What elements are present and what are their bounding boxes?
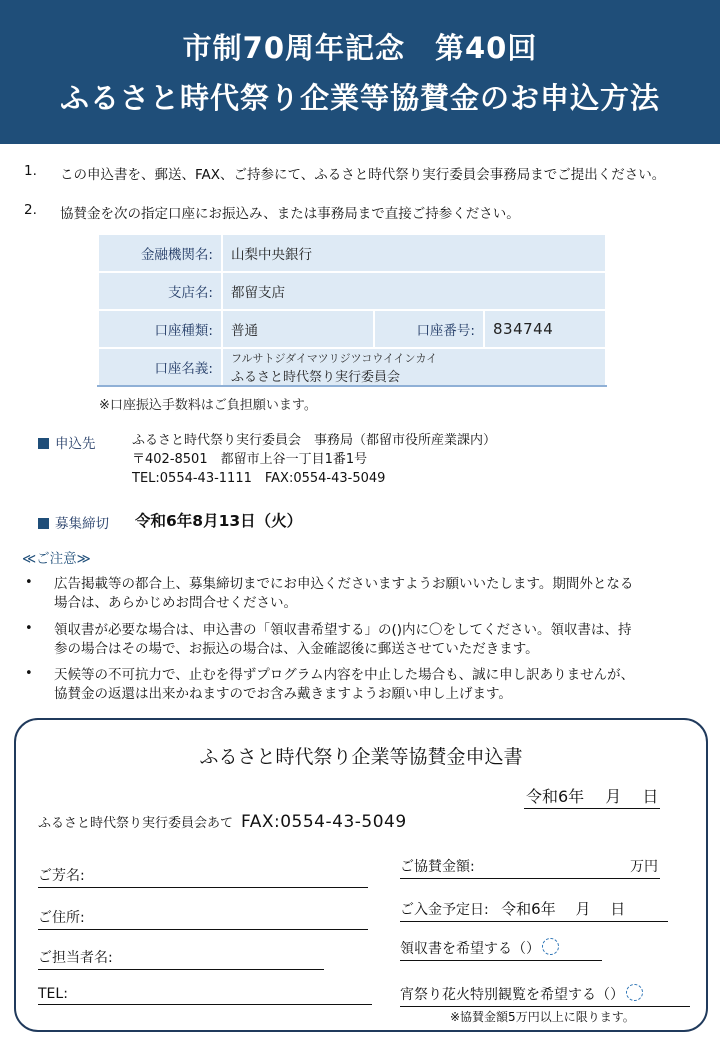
account-number-label: 口座番号: [374,310,484,348]
step-text: 協賛金を次の指定口座にお振込み、または事務局まで直接ご持参ください。 [60,206,520,222]
contact-person-field[interactable] [38,947,324,970]
bank-account-table [97,233,607,387]
amount-unit: 万円 [630,859,658,875]
contact-person-label: ご担当者名: [38,950,113,966]
deadline-label: 募集締切 [55,516,109,532]
form-recipient [38,812,407,832]
caution-line: 参の場合はその場で、お振込の場合は、入金確認後に郵送させていただきます。 [54,641,539,657]
caution-bullet: • [25,666,33,681]
receipt-paren-close: ） [526,941,540,957]
caution-item-3 [54,666,694,704]
dashed-circle-icon [626,984,643,1001]
institution-label: 金融機関名: [98,234,222,272]
page-title-line1: 市制70周年記念 第40回 [182,31,538,65]
branch-label: 支店名: [98,272,222,310]
caution-bullet: • [25,575,33,590]
form-fax-number: FAX:0554-43-5049 [241,812,407,832]
fireworks-request-label: 宵祭り花火特別観覧を希望する（ [400,987,610,1003]
step-number: 1. [24,163,37,179]
apply-heading [38,432,96,452]
account-number-value: 834744 [484,310,606,348]
form-title: ふるさと時代祭り企業等協賛金申込書 [199,746,523,768]
deadline-heading [38,512,109,532]
address-field[interactable] [38,907,368,930]
step-number: 2. [24,202,37,218]
transfer-fee-note: ※口座振込手数料はご負担願います。 [99,398,317,413]
tel-field[interactable] [38,986,372,1005]
caution-line: 領収書が必要な場合は、申込書の「領収書希望する」の()内に〇をしてください。領収書は、持 [54,622,632,638]
deadline-date: 令和6年8月13日（火） [135,512,303,530]
square-bullet-icon [38,518,49,529]
account-holder-name: ふるさと時代祭り実行委員会 [231,369,401,385]
form-recipient-name: ふるさと時代祭り実行委員会あて [38,816,234,831]
name-label: ご芳名: [38,868,85,884]
dashed-circle-icon [542,938,559,955]
caution-line: 天候等の不可抗力で、止むを得ずプログラム内容を中止した場合も、誠に申し訳ありませんが、 [54,667,635,683]
account-type-value: 普通 [222,310,374,348]
caution-title: ≪ご注意≫ [22,551,91,567]
fireworks-note: ※協賛金額5万円以上に限ります。 [450,1010,635,1024]
apply-line-2: 〒402-8501 都留市上谷一丁目1番1号 [132,452,368,467]
branch-value: 都留支店 [222,272,606,310]
apply-line-1: ふるさと時代祭り実行委員会 事務局（都留市役所産業課内） [132,433,497,448]
account-holder-cell [222,348,606,386]
amount-label: ご協賛金額: [400,859,475,875]
payment-date-value: 令和6年 月 日 [501,900,626,918]
fireworks-paren-close: ） [610,987,624,1003]
form-date-field[interactable]: 令和6年 月 日 [524,784,660,809]
institution-value: 山梨中央銀行 [222,234,606,272]
address-label: ご住所: [38,910,85,926]
caution-line: 協賛金の返還は出来かねますのでお含み戴きますようお願い申し上げます。 [54,686,512,702]
caution-line: 広告掲載等の都合上、募集締切までにお申込くださいますようお願いいたします。期間外となる [54,576,634,592]
caution-bullet: • [25,621,33,636]
account-type-label: 口座種類: [98,310,222,348]
apply-address-block [132,431,496,488]
payment-date-label: ご入金予定日: [400,902,489,918]
apply-line-3: TEL:0554-43-1111 FAX:0554-43-5049 [132,471,386,486]
application-form [14,718,708,1032]
caution-item-2 [54,621,694,659]
name-field[interactable] [38,865,368,888]
amount-field[interactable] [400,856,660,879]
account-holder-label: 口座名義: [98,348,222,386]
account-holder-kana: フルサトジダイマツリジツコウイインカイ [231,351,438,365]
payment-date-field[interactable] [400,898,668,922]
header-banner [0,0,720,144]
receipt-request-label: 領収書を希望する（ [400,941,526,957]
tel-label: TEL: [38,986,68,1002]
page-title-line2: ふるさと時代祭り企業等協賛金のお申込方法 [59,81,660,115]
fireworks-request-field[interactable] [400,984,690,1007]
caution-line: 場合は、あらかじめお問合せください。 [54,595,297,611]
apply-label: 申込先 [55,436,96,452]
step-text: この申込書を、郵送、FAX、ご持参にて、ふるさと時代祭り実行委員会事務局までご提出ください。 [60,167,666,183]
square-bullet-icon [38,438,49,449]
receipt-request-field[interactable] [400,938,602,961]
caution-item-1 [54,575,694,613]
